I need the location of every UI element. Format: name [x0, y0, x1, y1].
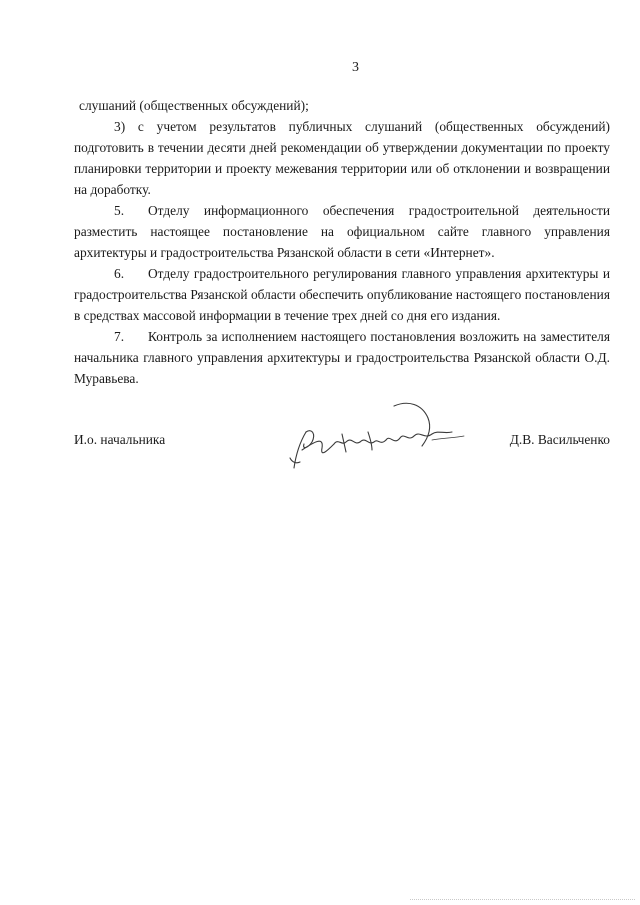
paragraph-text: слушаний (общественных обсуждений);: [79, 98, 309, 113]
document-body: [74, 95, 610, 389]
handwritten-signature: [282, 388, 472, 480]
paragraph-number: 6.: [114, 266, 125, 281]
paragraph-item-7: [74, 326, 610, 389]
page-number: 3: [352, 60, 359, 75]
paragraph-number: 7.: [114, 329, 125, 344]
paragraph-continuation: [74, 95, 610, 116]
signatory-title: И.о. начальника: [74, 432, 166, 447]
paragraph-text: Отделу градостроительного регулирования главного управления архитектуры и градостроительства Рязанской области обеспечить опубликование настоящего постановления в средствах массовой информации в течение трех дней со дня его издания.: [74, 266, 610, 323]
signatory-name: Д.В. Васильченко: [509, 432, 610, 447]
paragraph-text: Отделу информационного обеспечения градостроительной деятельности разместить настоящее постановление на официальном сайте главного управления архитектуры и градостроительства Рязанской области в сети «Интернет».: [74, 203, 610, 260]
paragraph-item-5: [74, 200, 610, 263]
scan-artifact-line: [410, 899, 635, 902]
paragraph-text: Контроль за исполнением настоящего постановления возложить на заместителя начальника главного управления архитектуры и градостроительства Рязанской области О.Д. Муравьева.: [74, 329, 610, 386]
paragraph-number: 5.: [114, 203, 125, 218]
paragraph-item-6: [74, 263, 610, 326]
paragraph-item-3: [74, 116, 610, 200]
paragraph-text: 3) с учетом результатов публичных слушаний (общественных обсуждений) подготовить в течении десяти дней рекомендации об утверждении документации по проекту планировки территории и проекту межевания территории или об отклонении и возвращении на доработку.: [74, 119, 610, 197]
